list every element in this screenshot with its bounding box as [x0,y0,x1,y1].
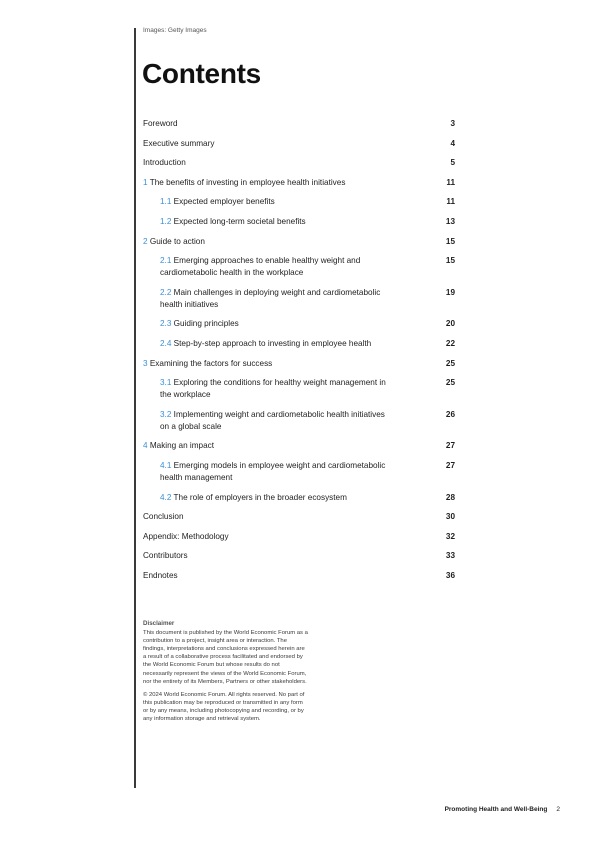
toc-entry-label: Endnotes [143,570,178,580]
toc-entry-text [143,196,455,208]
toc-section-number: 1.2 [160,216,172,226]
toc-entry-text [143,440,455,452]
toc-entry-label: Introduction [143,158,186,168]
disclaimer-body: This document is published by the World Economic Forum as a contribution to a project, insight area or interaction. The findings, interpretations and conclusions expressed herein are a result of a collaborative process facilitated and endorsed by the World Economic Forum but whose results do not necessarily represent the views of the World Economic Forum, nor the entirety of its Members, Partners or other stakeholders. [143,630,308,685]
toc-section-number: 2.4 [160,338,172,348]
toc-page-number: 11 [446,197,455,207]
toc-section-number: 2.2 [160,287,172,297]
toc-entry-label: Exploring the conditions for healthy weight management in the workplace [160,378,386,400]
toc-entry-label: Implementing weight and cardiometabolic health initiatives on a global scale [160,409,385,431]
toc-section-number: 1.1 [160,197,172,207]
toc-entry[interactable] [143,338,455,350]
disclaimer-heading: Disclaimer [143,620,175,627]
toc-entry-text [143,492,455,504]
toc-entry-label: Expected long-term societal benefits [173,216,306,226]
toc-page-number: 32 [445,531,455,541]
toc-entry-label: Guiding principles [173,319,239,329]
toc-entry[interactable] [143,492,455,504]
toc-entry-text [143,236,455,248]
toc-entry-label: Guide to action [149,236,205,246]
toc-entry[interactable] [143,196,455,208]
toc-entry-label: The benefits of investing in employee health initiatives [149,177,346,187]
toc-entry-text [143,177,455,189]
toc-section-number: 4.2 [160,492,172,502]
toc-entry[interactable] [143,118,455,130]
toc-entry-text [143,570,455,582]
toc-entry-text [143,358,455,370]
toc-entry-text [143,377,455,401]
toc-entry-label: Making an impact [149,441,215,451]
toc-section-number: 2.1 [160,256,172,266]
toc-entry-label: Executive summary [143,138,215,148]
toc-page-number: 36 [445,570,455,580]
toc-page-number: 22 [445,338,455,348]
toc-entry-label: Main challenges in deploying weight and cardiometabolic health initiatives [160,287,381,309]
toc-entry-label: Step-by-step approach to investing in employee health [173,338,372,348]
toc-entry-text [143,511,455,523]
disclaimer-block [143,620,308,728]
toc-entry[interactable] [143,377,455,401]
toc-page-number: 27 [445,441,455,451]
toc-page-number: 27 [445,460,455,470]
toc-entry-text [143,460,455,484]
toc-entry-text [143,118,455,130]
toc-entry-label: Conclusion [143,512,184,522]
toc-entry[interactable] [143,216,455,228]
toc-entry[interactable] [143,511,455,523]
toc-entry[interactable] [143,255,455,279]
toc-section-number: 3 [143,358,148,368]
toc-entry[interactable] [143,460,455,484]
toc-entry[interactable] [143,236,455,248]
toc-entry[interactable] [143,409,455,433]
toc-page-number: 13 [445,216,455,226]
toc-entry-text [143,157,455,169]
toc-entry-text [143,216,455,228]
toc-page-number: 20 [445,319,455,329]
toc-entry-label: Contributors [143,551,188,561]
page-number: 2 [556,806,560,813]
toc-page-number: 26 [445,409,455,419]
toc-page-number: 33 [445,551,455,561]
toc-entry[interactable] [143,287,455,311]
toc-entry-label: Emerging models in employee weight and cardiometabolic health management [160,460,386,482]
toc-entry[interactable] [143,550,455,562]
toc-entry[interactable] [143,138,455,150]
toc-entry-label: Appendix: Methodology [143,531,229,541]
toc-entry[interactable] [143,440,455,452]
toc-entry-text [143,138,455,150]
copyright-notice: © 2024 World Economic Forum. All rights reserved. No part of this publication may be reproduced or transmitted in any form or by any means, including photocopying and recording, or by any information storage and retrieval system. [143,691,305,723]
toc-entry-label: Expected employer benefits [173,197,275,207]
toc-section-number: 3.1 [160,378,172,388]
toc-entry-label: Foreword [143,119,178,128]
toc-section-number: 1 [143,177,148,187]
toc-page-number: 19 [445,287,455,297]
toc-entry-text [143,255,455,279]
toc-section-number: 4 [143,441,148,451]
left-margin-rule [134,28,136,788]
toc-entry[interactable] [143,318,455,330]
toc-page-number: 11 [446,177,455,187]
image-credit: Images: Getty Images [143,27,207,34]
toc-entry-text [143,318,455,330]
toc-entry-label: Examining the factors for success [149,358,273,368]
toc-page-number: 25 [445,378,455,388]
toc-entry-text [143,287,455,311]
toc-page-number: 5 [450,158,455,168]
toc-entry[interactable] [143,177,455,189]
toc-section-number: 2.3 [160,319,172,329]
toc-section-number: 3.2 [160,409,172,419]
table-of-contents [143,118,455,589]
toc-entry[interactable] [143,531,455,543]
toc-entry[interactable] [143,570,455,582]
page-footer [0,806,560,813]
toc-page-number: 3 [450,119,455,128]
toc-page-number: 25 [445,358,455,368]
toc-page-number: 4 [450,138,455,148]
toc-entry-text [143,409,455,433]
toc-entry-label: Emerging approaches to enable healthy weight and cardiometabolic health in the workplace [160,256,361,278]
toc-entry[interactable] [143,157,455,169]
page-title: Contents [142,58,261,89]
footer-title: Promoting Health and Well-Being [444,806,548,813]
toc-page-number: 30 [445,512,455,522]
toc-entry-text [143,550,455,562]
toc-section-number: 4.1 [160,460,172,470]
toc-entry-text [143,338,455,350]
toc-page-number: 15 [445,236,455,246]
toc-page-number: 28 [445,492,455,502]
toc-section-number: 2 [143,236,148,246]
toc-page-number: 15 [445,256,455,266]
toc-entry[interactable] [143,358,455,370]
toc-entry-label: The role of employers in the broader ecosystem [173,492,347,502]
toc-entry-text [143,531,455,543]
